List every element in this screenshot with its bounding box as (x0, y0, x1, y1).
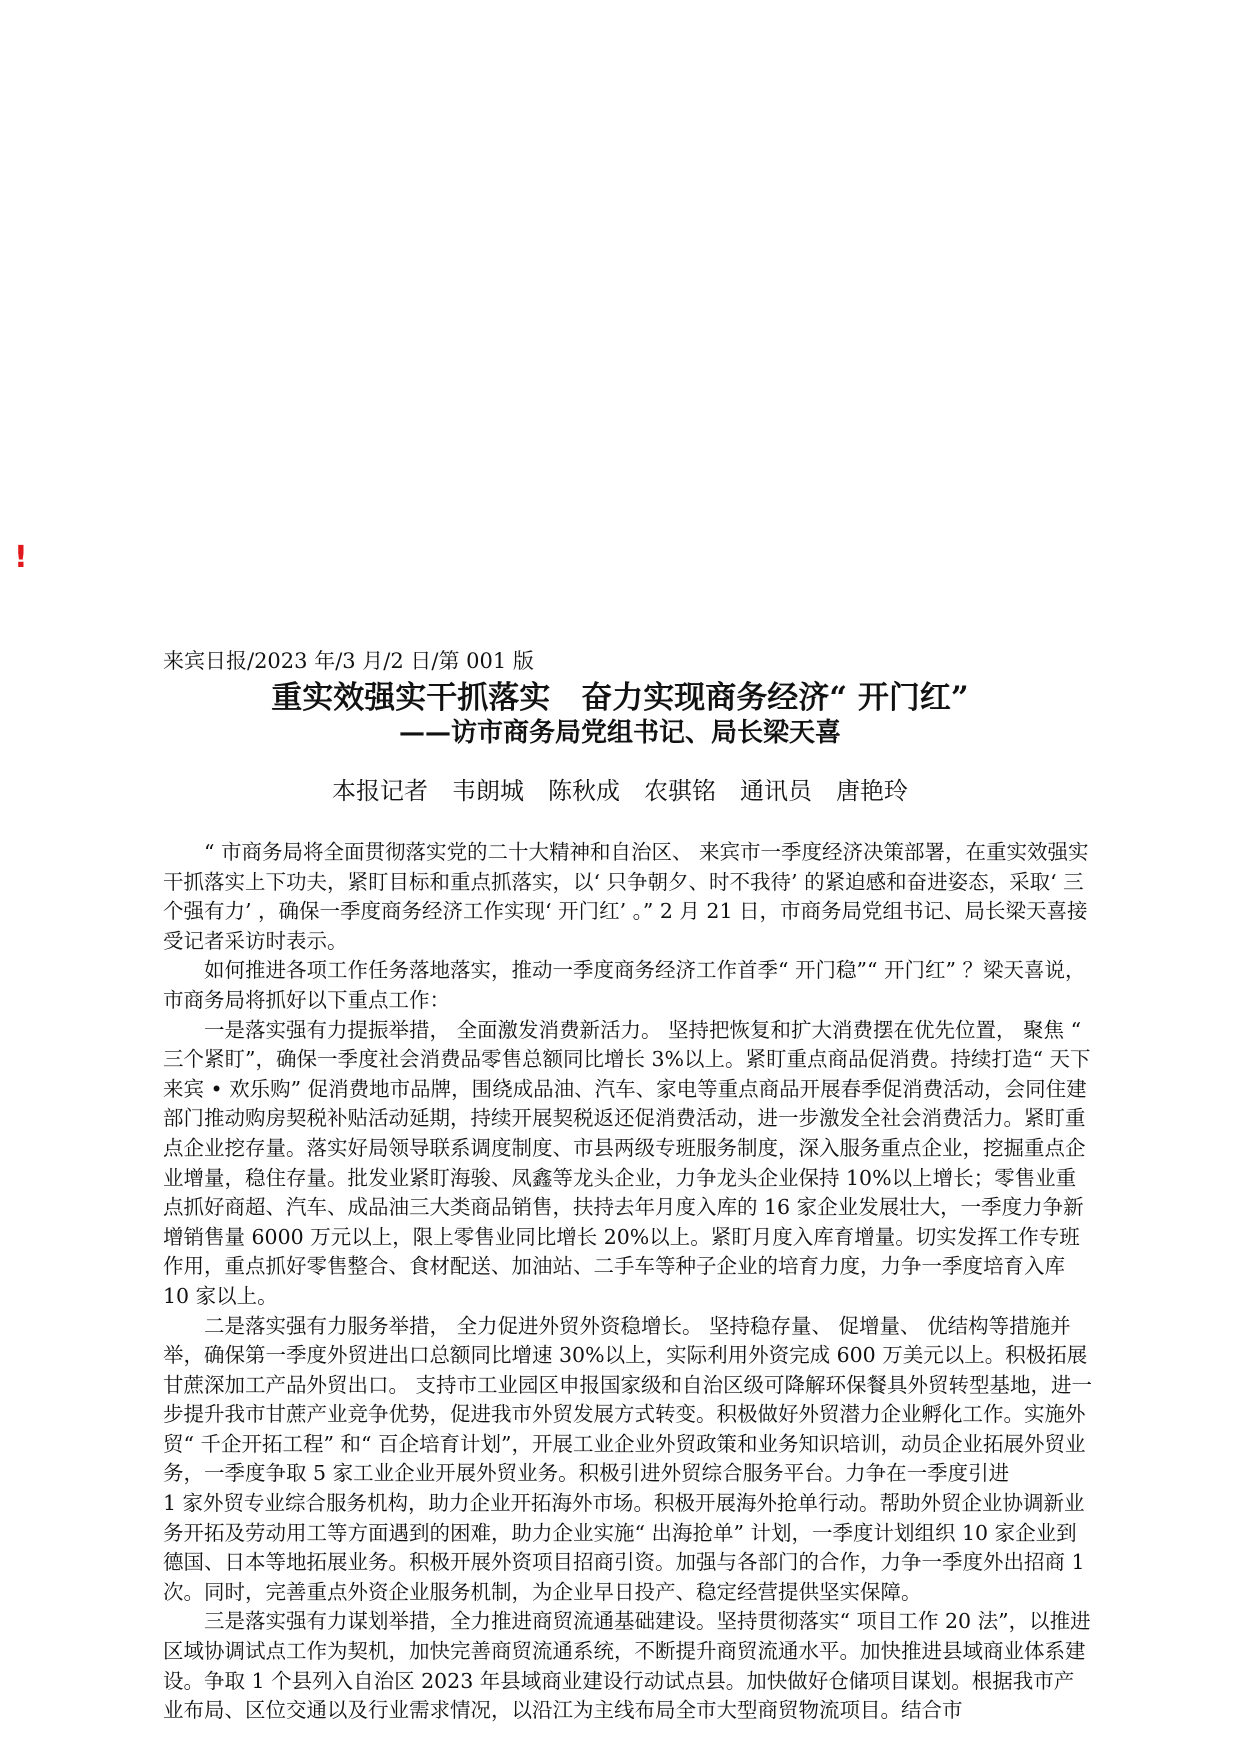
article-paragraph: 一是落实强有力提振举措， 全面激发消费新活力。 坚持把恢复和扩大消费摆在优先位置， 聚焦 “ 三个紧盯”，确保一季度社会消费品零售总额同比增长 3%以上。紧盯重点商品促消费。持续打造“ 天下来宾 • 欢乐购” 促消费地市品牌，围绕成品油、汽车、家电等重点商品开展春季促消费活动，会同住建部门推动购房契税补贴活动延期，持续开展契税返还促消费活动，进一步激发全社会消费活力。紧盯重点企业挖存量。落实好局领导联系调度制度、市县两级专班服务制度，深入服务重点企业，挖掘重点企业增量，稳住存量。批发业紧盯海骏、凤鑫等龙头企业，力争龙头企业保持 10%以上增长；零售业重点抓好商超、汽车、成品油三大类商品销售，扶持去年月度入库的 16 家企业发展壮大，一季度力争新增销售量 6000 万元以上，限上零售业同比增长 20%以上。紧盯月度入库育增量。切实发挥工作专班作用，重点抓好零售整合、食材配送、加油站、二手车等种子企业的培育力度，力争一季度培育入库 10 家以上。 (163, 1017, 1091, 1308)
article-subtitle: ——访市商务局党组书记、局长梁天喜 (398, 718, 841, 748)
article-paragraph: 二是落实强有力服务举措， 全力促进外贸外资稳增长。 坚持稳存量、 促增量、 优结构等措施并举，确保第一季度外贸进出口总额同比增速 30%以上，实际利用外资完成 600 万美元以上。积极拓展甘蔗深加工产品外贸出口。 支持市工业园区申报国家级和自治区级可降解环保餐具外贸转型基地，进一步提升我市甘蔗产业竞争优势，促进我市外贸发展方式转变。积极做好外贸潜力企业孵化工作。实施外贸“ 千企开拓工程” 和“ 百企培育计划”，开展工业企业外贸政策和业务知识培训，动员企业拓展外贸业务，一季度争取 5 家工业企业开展外贸业务。积极引进外贸综合服务平台。力争在一季度引进 (163, 1313, 1093, 1486)
article-paragraph: 1 家外贸专业综合服务机构，助力企业开拓海外市场。积极开展海外抢单行动。帮助外贸企业协调新业务开拓及劳动用工等方面遇到的困难，助力企业实施“ 出海抢单” 计划，一季度计划组织 10 家企业到德国、日本等地拓展业务。积极开展外资项目招商引资。加强与各部门的合作，力争一季度外出招商 1 次。同时，完善重点外资企业服务机制，为企业早日投产、稳定经营提供坚实保障。 (163, 1491, 1085, 1604)
article-paragraph: “ 市商务局将全面贯彻落实党的二十大精神和自治区、 来宾市一季度经济决策部署，在重实效强实干抓落实上下功夫，紧盯目标和重点抓落实，以‘ 只争朝夕、时不我待’ 的紧迫感和奋进姿态，采取‘ 三个强有力’ ，确保一季度商务经济工作实现‘ 开门红’ 。” 2 月 21 日，市商务局党组书记、局长梁天喜接受记者采访时表示。 (163, 840, 1089, 953)
article-paragraph: 三是落实强有力谋划举措，全力推进商贸流通基础建设。坚持贯彻落实“ 项目工作 20 法”，以推进区域协调试点工作为契机，加快完善商贸流通系统，不断提升商贸流通水平。加快推进县域商业体系建设。争取 1 个县列入自治区 2023 年县域商业建设行动试点县。加快做好仓储项目谋划。根据我市产业布局、区位交通以及行业需求情况，以沿江为主线布局全市大型商贸物流项目。结合市 (163, 1609, 1091, 1723)
byline-item: 陈秋成 (548, 777, 620, 805)
article-byline (0, 775, 1240, 807)
article-paragraph: 如何推进各项工作任务落地落实，推动一季度商务经济工作首季“ 开门稳”“ 开门红” ？梁天喜说，市商务局将抓好以下重点工作： (163, 958, 1086, 1012)
article-body (163, 838, 1093, 1726)
byline-item: 通讯员 (740, 777, 812, 805)
byline-item: 韦朗城 (452, 777, 524, 805)
article-title: 重实效强实干抓落实 奋力实现商务经济“ 开门红” (271, 680, 969, 716)
byline-item: 唐艳玲 (836, 777, 908, 805)
red-exclamation-mark: ! (14, 540, 28, 575)
byline-item: 农骐铭 (644, 777, 716, 805)
byline-item: 本报记者 (332, 777, 428, 805)
newspaper-source-line: 来宾日报/2023 年/3 月/2 日/第 001 版 (163, 649, 534, 673)
